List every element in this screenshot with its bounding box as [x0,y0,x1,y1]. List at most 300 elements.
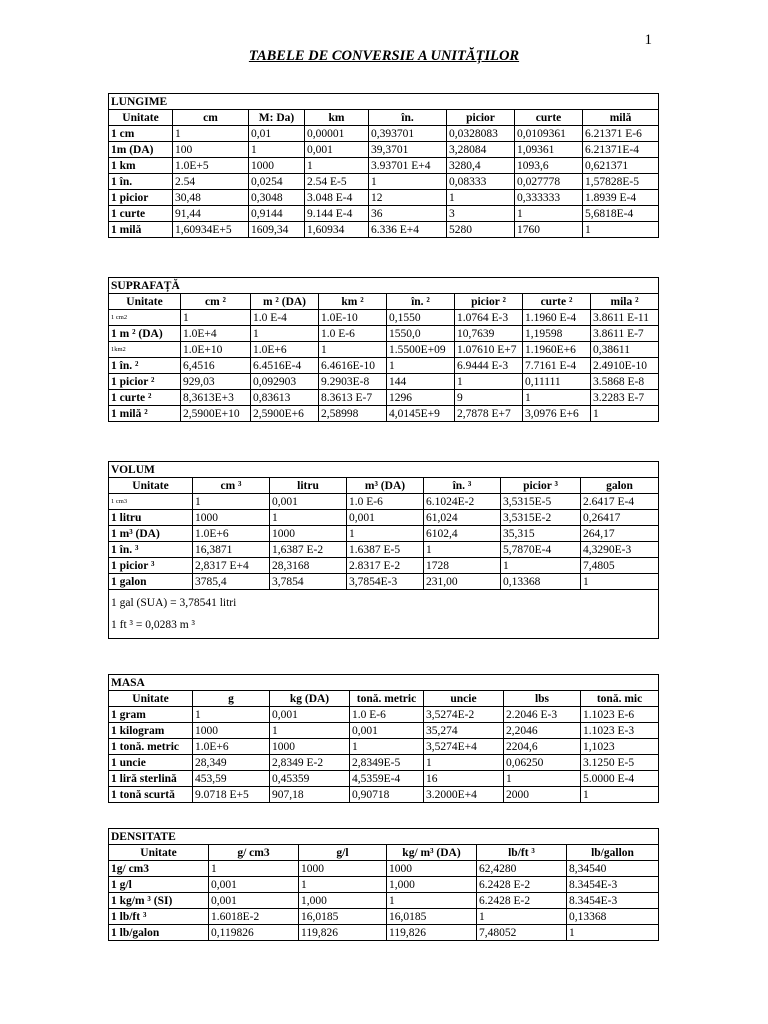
column-header: picior [447,110,515,126]
table-cell: 1.0E+10 [181,342,251,358]
column-header: tonă. mic [581,691,659,707]
table-cell: 0,38611 [591,342,659,358]
table-cell: 7,4805 [581,558,659,574]
table-cell: 0,1550 [387,310,455,326]
table-cell: 100 [173,142,249,158]
table-cell: 1 [387,893,477,909]
table-cell: 6.4616E-10 [319,358,387,374]
table-row [109,510,659,526]
table-cell: 1 [567,925,659,941]
column-header: în. ³ [424,478,501,494]
table-cell: 0,333333 [515,190,583,206]
table-cell: 1,000 [299,893,387,909]
table-cell: 3 [447,206,515,222]
row-label: 1 lb/galon [109,925,209,941]
table-cell: 3.8611 E-7 [591,326,659,342]
table-cell: 1.1023 E-6 [581,707,659,723]
table-cell: 144 [387,374,455,390]
table-cell: 30,48 [173,190,249,206]
table-cell: 0,001 [270,707,350,723]
table-cell: 119,826 [387,925,477,941]
table-cell: 1.0 E-6 [319,326,387,342]
table-cell: 8,3613E+3 [181,390,251,406]
table-cell: 35,315 [501,526,581,542]
table-cell: 1.6387 E-5 [347,542,424,558]
table-cell: 0,3048 [249,190,305,206]
header-row [109,294,659,310]
table-cell: 2.54 [173,174,249,190]
table-cell: 1 [424,542,501,558]
column-header: m ² (DA) [251,294,319,310]
table-cell: 39,3701 [369,142,447,158]
column-header: cm ² [181,294,251,310]
table-cell: 1 [583,222,659,238]
table-cell: 2.4910E-10 [591,358,659,374]
table-cell: 1000 [387,861,477,877]
table-cell: 1000 [249,158,305,174]
table-row [109,390,659,406]
column-header: cm ³ [193,478,270,494]
table-row [109,206,659,222]
table-cell: 7,48052 [477,925,567,941]
table-cell: 1 [193,494,270,510]
table-cell: 0,11111 [523,374,591,390]
table-row [109,739,659,755]
table-row [109,877,659,893]
table-cell: 2,8349E-5 [350,755,424,771]
table-cell: 1550,0 [387,326,455,342]
column-header: m³ (DA) [347,478,424,494]
table-cell: 0,83613 [251,390,319,406]
table-cell: 5,6818E-4 [583,206,659,222]
table-cell: 1,60934E+5 [173,222,249,238]
table-cell: 28,349 [193,755,270,771]
table-cell: 1 [173,126,249,142]
table-cell: 0,13368 [501,574,581,590]
row-label: 1 picior ³ [109,558,193,574]
table-cell: 1 [181,310,251,326]
table-cell: 2,5900E+6 [251,406,319,422]
column-header: M: Da) [249,110,305,126]
row-label: 1 litru [109,510,193,526]
column-header: kg (DA) [270,691,350,707]
table-cell: 6.1024E-2 [424,494,501,510]
table-cell: 6.9444 E-3 [455,358,523,374]
table-cell: 61,024 [424,510,501,526]
table-cell: 0,001 [305,142,369,158]
table-row [109,925,659,941]
column-header: km ² [319,294,387,310]
table-cell: 0,393701 [369,126,447,142]
table-title-row [109,462,659,478]
table-cell: 0,9144 [249,206,305,222]
table-cell: 0,119826 [209,925,299,941]
row-label: 1 milă ² [109,406,181,422]
table-cell: 1.0E+4 [181,326,251,342]
row-label: 1 picior ² [109,374,181,390]
table-cell: 1,6387 E-2 [270,542,347,558]
table-cell: 0,001 [209,893,299,909]
table-row [109,755,659,771]
table-cell: 8.3454E-3 [567,893,659,909]
table-cell: 9 [455,390,523,406]
table-cell: 1760 [515,222,583,238]
table-cell: 36 [369,206,447,222]
table-cell: 2,2046 [504,723,581,739]
table-cell: 3,5315E-2 [501,510,581,526]
header-row [109,691,659,707]
table-cell: 16 [424,771,504,787]
header-row [109,110,659,126]
table-cell: 3.8611 E-11 [591,310,659,326]
conversion-note: 1 gal (SUA) = 3,78541 litri [111,597,237,609]
table-title-row [109,94,659,110]
table-cell: 16,0185 [387,909,477,925]
table-cell: 3785,4 [193,574,270,590]
table-cell: 2000 [504,787,581,803]
notes-row [109,590,659,639]
table-title: VOLUM [109,462,659,478]
conversion-note: 1 ft ³ = 0,0283 m ³ [111,619,195,631]
table-cell: 1 [387,358,455,374]
table-cell: 28,3168 [270,558,347,574]
table-cell: 2,7878 E+7 [455,406,523,422]
table-cell: 1296 [387,390,455,406]
row-label: 1 curte ² [109,390,181,406]
table-row [109,222,659,238]
row-label: 1 cm3 [109,494,193,510]
table-row [109,358,659,374]
row-label: 1km2 [109,342,181,358]
notes-cell [109,590,659,639]
table-cell: 0,00001 [305,126,369,142]
table-cell: 3.2283 E-7 [591,390,659,406]
table-cell: 2.8317 E-2 [347,558,424,574]
column-header: în. [369,110,447,126]
table-cell: 0,01 [249,126,305,142]
table-cell: 3,28084 [447,142,515,158]
table-cell: 0,0254 [249,174,305,190]
table-cell: 8,34540 [567,861,659,877]
table-cell: 1 [581,574,659,590]
table-cell: 1 [424,755,504,771]
table-cell: 16,3871 [193,542,270,558]
table-cell: 1000 [193,510,270,526]
table-cell: 3,7854 [270,574,347,590]
table-cell: 1.0764 E-3 [455,310,523,326]
table-cell: 1.1960E+6 [523,342,591,358]
column-header: g/l [299,845,387,861]
table-cell: 0,08333 [447,174,515,190]
row-label: 1 cm [109,126,173,142]
table-row [109,406,659,422]
table-lungime [108,93,659,238]
table-cell: 1 [193,707,270,723]
table-row [109,787,659,803]
column-header: curte ² [523,294,591,310]
table-cell: 1,09361 [515,142,583,158]
table-cell: 1609,34 [249,222,305,238]
column-header: uncie [424,691,504,707]
table-cell: 1 [270,510,347,526]
table-cell: 1.0E+6 [193,526,270,542]
row-label: 1 liră sterlină [109,771,193,787]
table-cell: 453,59 [193,771,270,787]
table-cell: 5280 [447,222,515,238]
table-cell: 0,621371 [583,158,659,174]
table-masa [108,674,659,803]
column-header: în. ² [387,294,455,310]
table-cell: 3.5868 E-8 [591,374,659,390]
table-cell: 0,26417 [581,510,659,526]
row-label: 1 galon [109,574,193,590]
table-cell: 0,001 [347,510,424,526]
table-cell: 1 [350,739,424,755]
table-cell: 1,1023 [581,739,659,755]
row-label: 1 gram [109,707,193,723]
table-cell: 4,0145E+9 [387,406,455,422]
table-cell: 9.2903E-8 [319,374,387,390]
table-cell: 0,0328083 [447,126,515,142]
table-title-row [109,829,659,845]
table-cell: 6,4516 [181,358,251,374]
row-label: 1 în. ³ [109,542,193,558]
table-cell: 1 [447,190,515,206]
table-cell: 0,001 [209,877,299,893]
row-label: 1 în. [109,174,173,190]
table-cell: 6102,4 [424,526,501,542]
table-suprafata [108,277,659,422]
table-cell: 16,0185 [299,909,387,925]
table-title: SUPRAFAȚĂ [109,278,659,294]
table-row [109,190,659,206]
column-header: kg/ m³ (DA) [387,845,477,861]
table-cell: 0,90718 [350,787,424,803]
table-cell: 1 [270,723,350,739]
table-cell: 1 [515,206,583,222]
table-row [109,158,659,174]
table-cell: 6.21371E-4 [583,142,659,158]
table-cell: 1 [477,909,567,925]
table-cell: 3,0976 E+6 [523,406,591,422]
column-header: g [193,691,270,707]
column-header: lb/gallon [567,845,659,861]
table-title-row [109,278,659,294]
table-cell: 1 [369,174,447,190]
table-cell: 1.0 E-6 [347,494,424,510]
row-label: 1 km [109,158,173,174]
column-header: curte [515,110,583,126]
table-cell: 3280,4 [447,158,515,174]
table-cell: 1000 [299,861,387,877]
table-cell: 907,18 [270,787,350,803]
table-cell: 264,17 [581,526,659,542]
column-header: g/ cm3 [209,845,299,861]
table-row [109,310,659,326]
table-cell: 2.2046 E-3 [504,707,581,723]
column-header: lb/ft ³ [477,845,567,861]
row-label: 1 kg/m ³ (SI) [109,893,209,909]
table-row [109,126,659,142]
table-row [109,174,659,190]
table-cell: 8.3613 E-7 [319,390,387,406]
row-label: 1g/ cm3 [109,861,209,877]
table-cell: 1.0 E-4 [251,310,319,326]
table-cell: 1 [299,877,387,893]
table-title: LUNGIME [109,94,659,110]
table-cell: 6.4516E-4 [251,358,319,374]
table-row [109,909,659,925]
table-cell: 3,5274E-2 [424,707,504,723]
table-row [109,893,659,909]
table-cell: 3.93701 E+4 [369,158,447,174]
table-cell: 0,13368 [567,909,659,925]
column-header: litru [270,478,347,494]
table-cell: 1.0E+6 [251,342,319,358]
row-label: 1 lb/ft ³ [109,909,209,925]
table-cell: 1,57828E-5 [583,174,659,190]
table-cell: 6.336 E+4 [369,222,447,238]
table-title: DENSITATE [109,829,659,845]
table-cell: 1,60934 [305,222,369,238]
table-row [109,558,659,574]
table-cell: 0,001 [350,723,424,739]
table-cell: 62,4280 [477,861,567,877]
table-cell: 1 [581,787,659,803]
table-cell: 91,44 [173,206,249,222]
table-cell: 1.0E-10 [319,310,387,326]
table-cell: 6.2428 E-2 [477,877,567,893]
table-cell: 3,7854E-3 [347,574,424,590]
table-cell: 4,3290E-3 [581,542,659,558]
table-cell: 2204,6 [504,739,581,755]
table-row [109,542,659,558]
column-header: picior ² [455,294,523,310]
row-label: 1 în. ² [109,358,181,374]
column-header: Unitate [109,294,181,310]
table-cell: 1.0E+6 [193,739,270,755]
table-cell: 1 [305,158,369,174]
table-cell: 2.54 E-5 [305,174,369,190]
table-cell: 929,03 [181,374,251,390]
table-cell: 0,027778 [515,174,583,190]
table-cell: 1.5500E+09 [387,342,455,358]
table-cell: 3.048 E-4 [305,190,369,206]
table-cell: 1.07610 E+7 [455,342,523,358]
table-row [109,861,659,877]
table-cell: 1 [251,326,319,342]
table-cell: 1000 [270,739,350,755]
table-cell: 6.21371 E-6 [583,126,659,142]
table-cell: 9.144 E-4 [305,206,369,222]
row-label: 1 m ² (DA) [109,326,181,342]
table-cell: 1.1023 E-3 [581,723,659,739]
column-header: lbs [504,691,581,707]
table-cell: 9.0718 E+5 [193,787,270,803]
table-cell: 1 [501,558,581,574]
row-label: 1 picior [109,190,173,206]
table-cell: 10,7639 [455,326,523,342]
table-cell: 1.1960 E-4 [523,310,591,326]
table-cell: 1.8939 E-4 [583,190,659,206]
table-cell: 35,274 [424,723,504,739]
table-cell: 5.0000 E-4 [581,771,659,787]
table-row [109,707,659,723]
table-cell: 3,5274E+4 [424,739,504,755]
column-header: Unitate [109,478,193,494]
document-title: TABELE DE CONVERSIE A UNITĂȚILOR [248,48,520,64]
row-label: 1 g/l [109,877,209,893]
page-number: 1 [644,32,652,48]
table-cell: 2,8349 E-2 [270,755,350,771]
table-cell: 7.7161 E-4 [523,358,591,374]
table-row [109,342,659,358]
table-cell: 1,19598 [523,326,591,342]
column-header: mila ² [591,294,659,310]
header-row [109,478,659,494]
table-cell: 0,001 [270,494,347,510]
column-header: milă [583,110,659,126]
table-densitate [108,828,659,941]
row-label: 1 m³ (DA) [109,526,193,542]
column-header: cm [173,110,249,126]
column-header: picior ³ [501,478,581,494]
table-cell: 0,45359 [270,771,350,787]
table-row [109,723,659,739]
row-label: 1 kilogram [109,723,193,739]
table-cell: 2,58998 [319,406,387,422]
table-cell: 1 [209,861,299,877]
row-label: 1 tonă. metric [109,739,193,755]
column-header: Unitate [109,691,193,707]
table-cell: 3.1250 E-5 [581,755,659,771]
table-cell: 1 [347,526,424,542]
table-row [109,526,659,542]
column-header: galon [581,478,659,494]
table-cell: 1.0 E-6 [350,707,424,723]
table-cell: 119,826 [299,925,387,941]
table-cell: 1 [591,406,659,422]
column-header: Unitate [109,110,173,126]
table-cell: 0,06250 [504,755,581,771]
table-cell: 2,8317 E+4 [193,558,270,574]
table-cell: 3,5315E-5 [501,494,581,510]
table-title: MASA [109,675,659,691]
table-cell: 2,5900E+10 [181,406,251,422]
table-cell: 1 [504,771,581,787]
row-label: 1 milă [109,222,173,238]
table-cell: 1 [319,342,387,358]
table-cell: 1728 [424,558,501,574]
header-row [109,845,659,861]
table-cell: 6.2428 E-2 [477,893,567,909]
row-label: 1 tonă scurtă [109,787,193,803]
table-cell: 1.6018E-2 [209,909,299,925]
table-cell: 2.6417 E-4 [581,494,659,510]
table-cell: 8.3454E-3 [567,877,659,893]
table-cell: 1 [455,374,523,390]
table-row [109,326,659,342]
table-cell: 4,5359E-4 [350,771,424,787]
table-cell: 1000 [270,526,347,542]
table-cell: 3.2000E+4 [424,787,504,803]
table-title-row [109,675,659,691]
table-volum [108,461,659,639]
row-label: 1 curte [109,206,173,222]
table-row [109,142,659,158]
row-label: 1 cm2 [109,310,181,326]
table-cell: 1,000 [387,877,477,893]
